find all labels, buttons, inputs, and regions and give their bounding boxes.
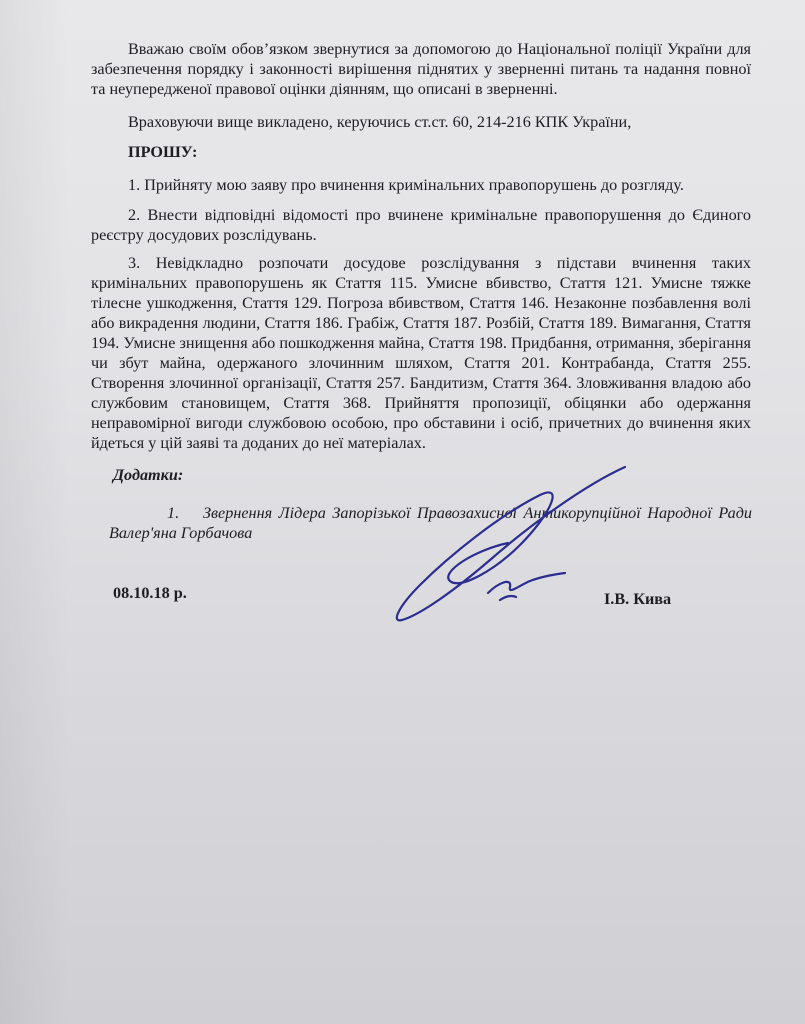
signatory-name: І.В. Кива: [604, 590, 672, 608]
page-shadow: [0, 0, 70, 1024]
handwritten-signature: [380, 455, 640, 635]
request-item-1: 1. Прийняту мою заяву про вчинення кримінальних правопорушень до розгляду.: [128, 176, 684, 194]
signature-tick-stroke: [500, 596, 516, 600]
attachment-text: Звернення Лідера Запорізької Правозахисної Антикорупційної Народної Ради Валер'яна Горбачова: [109, 504, 752, 542]
legal-basis-paragraph: Враховуючи вище викладено, керуючись ст.ст. 60, 214-216 КПК України,: [128, 113, 632, 131]
intro-paragraph: Вважаю своїм обов’язком звернутися за допомогою до Національної поліції України для забезпечення порядку і законності вирішення піднятих у зверненні питань та надання повної та неупередженої правової оцінки діянням, що описані в зверненні.: [91, 40, 751, 98]
signature-main-stroke: [397, 467, 625, 620]
signature-small-stroke: [488, 573, 565, 593]
request-heading: ПРОШУ:: [128, 143, 198, 161]
attachment-number: 1.: [167, 504, 180, 522]
document-date: 08.10.18 р.: [113, 584, 187, 602]
request-item-2: 2. Внести відповідні відомості про вчинене кримінальне правопорушення до Єдиного реєстру досудових розслідувань.: [91, 206, 751, 244]
request-item-3: 3. Невідкладно розпочати досудове розслідування з підстави вчинення таких кримінальних правопорушень як Стаття 115. Умисне вбивство, Стаття 121. Умисне тяжке тілесне ушкодження, Стаття 129. Погроза вбивством, Стаття 146. Незаконне позбавлення волі або викрадення людини, Стаття 186. Грабіж, Стаття 187. Розбій, Стаття 189. Вимагання, Стаття 194. Умисне знищення або пошкодження майна, Стаття 198. Придбання, отримання, зберігання чи збут майна, одержаного злочинним шляхом, Стаття 201. Контрабанда, Стаття 255. Створення злочинної організації, Стаття 257. Бандитизм, Стаття 364. Зловживання владою або службовим становищем, Стаття 368. Прийняття пропозиції, обіцянки або одержання неправомірної вигоди службовою особою, про обставини і осіб, причетних до вчинення яких йдеться у цій заяві та доданих до неї матеріалах.: [91, 254, 751, 452]
attachments-heading: Додатки:: [113, 466, 184, 484]
